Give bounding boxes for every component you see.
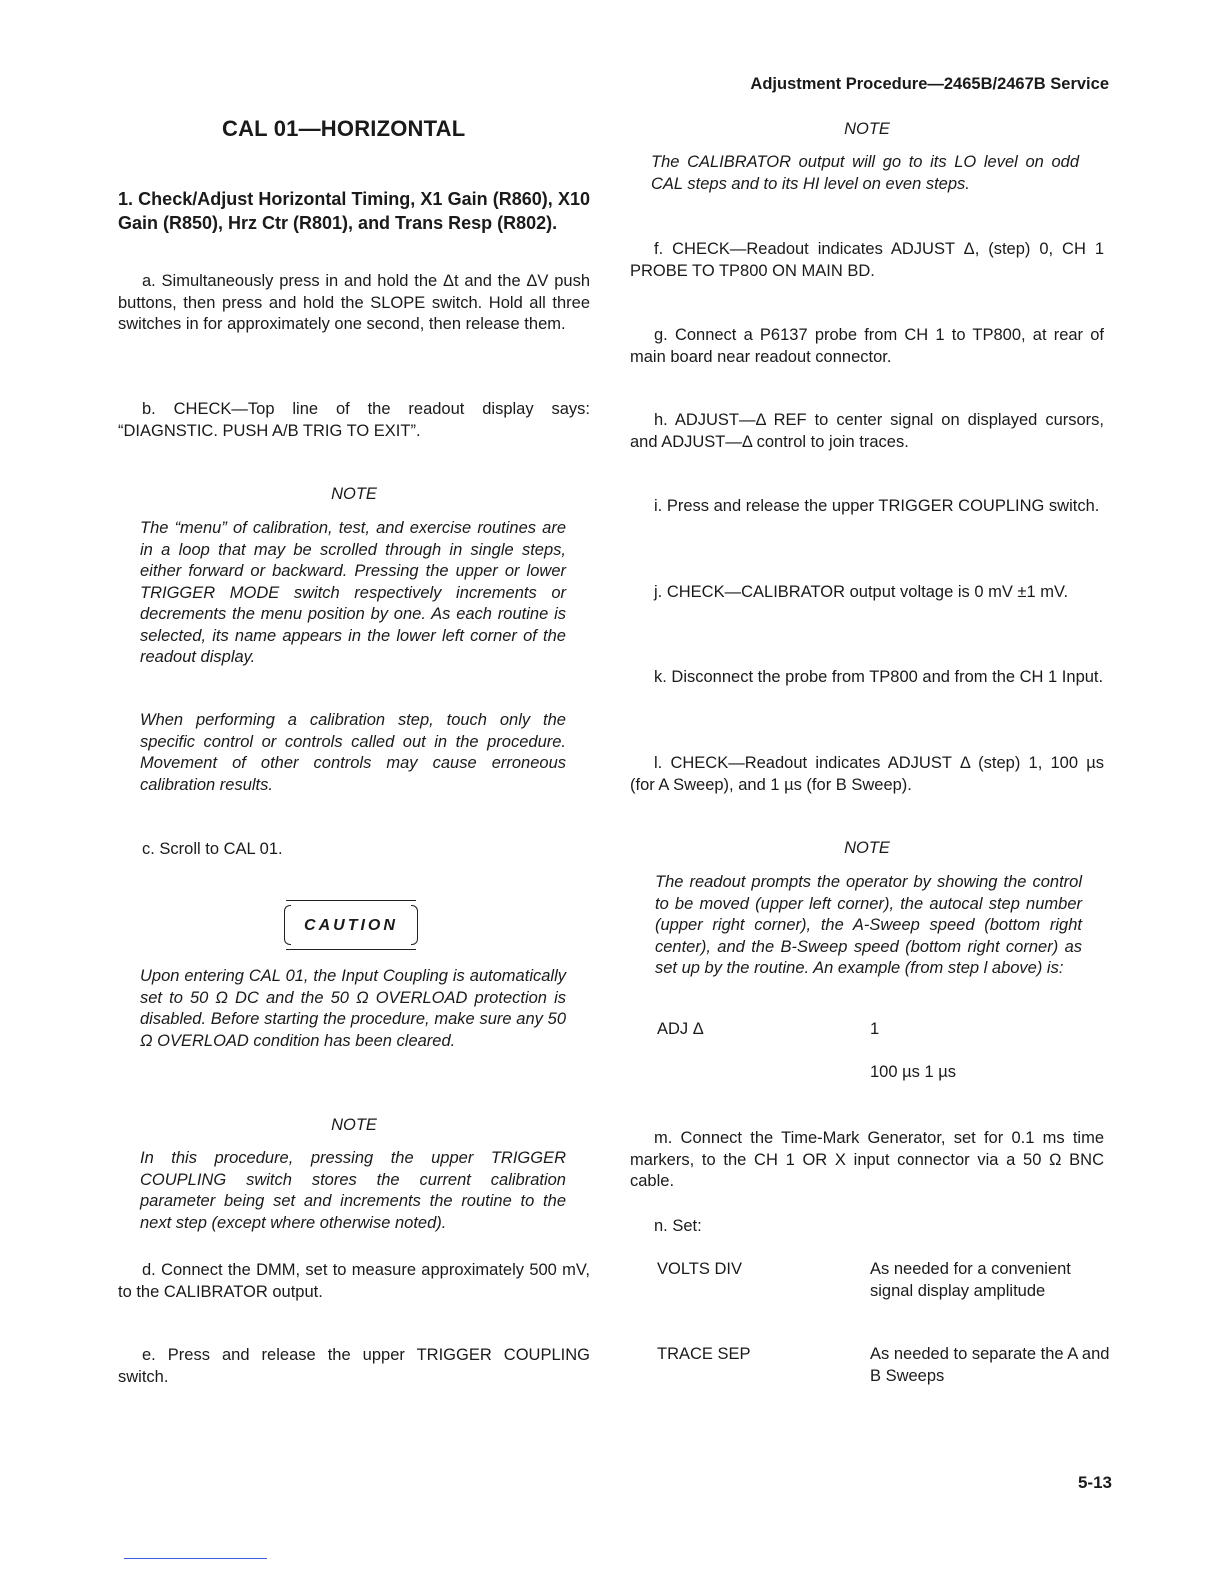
example-readout-speeds: 100 µs 1 µs <box>870 1063 956 1081</box>
step-j: j. CHECK—CALIBRATOR output voltage is 0 mV ±1 mV. <box>654 583 1069 601</box>
section-title: CAL 01—HORIZONTAL <box>222 116 466 141</box>
step-m: m. Connect the Time-Mark Generator, set for 0.1 ms time markers, to the CH 1 OR X input connector via a 50 Ω BNC cable. <box>630 1129 1104 1190</box>
example-readout-left: ADJ Δ <box>657 1020 704 1038</box>
note-1-paragraph-2: When performing a calibration step, touch only the specific control or controls called out in the procedure. Movement of other controls may cause erroneous calibration results. <box>140 711 566 794</box>
note-4-title: NOTE <box>844 839 890 857</box>
page-number: 5-13 <box>1077 1473 1112 1492</box>
step-a: a. Simultaneously press in and hold the Δt and the ΔV push buttons, then press and hold the SLOPE switch. Hold all three switches in for approximately one second, then release them. <box>118 272 590 333</box>
step-l: l. CHECK—Readout indicates ADJUST Δ (step) 1, 100 µs (for A Sweep), and 1 µs (for B Sweep). <box>630 754 1104 794</box>
step-b: b. CHECK—Top line of the readout display says: “DIAGNSTIC. PUSH A/B TRIG TO EXIT”. <box>118 400 590 440</box>
step-g: g. Connect a P6137 probe from CH 1 to TP800, at rear of main board near readout connector. <box>630 326 1104 366</box>
note-2-paragraph: In this procedure, pressing the upper TRIGGER COUPLING switch stores the current calibration parameter being set and increments the routine to the next step (except where otherwise noted). <box>140 1149 566 1232</box>
note-1-paragraph-1: The “menu” of calibration, test, and exercise routines are in a loop that may be scrolled through in single steps, either forward or backward. Pressing the upper or lower TRIGGER MODE switch respectively increments or decrements the menu position by one. As each routine is selected, its name appears in the lower left corner of the readout display. <box>140 519 566 666</box>
note-1-title: NOTE <box>331 485 377 503</box>
step-d: d. Connect the DMM, set to measure approximately 500 mV, to the CALIBRATOR output. <box>118 1261 590 1301</box>
caution-label: CAUTION <box>304 917 398 934</box>
step-f: f. CHECK—Readout indicates ADJUST Δ, (step) 0, CH 1 PROBE TO TP800 ON MAIN BD. <box>630 240 1104 280</box>
step-k: k. Disconnect the probe from TP800 and from the CH 1 Input. <box>654 668 1104 686</box>
note-4-paragraph: The readout prompts the operator by showing the control to be moved (upper left corner), the autocal step number (upper right corner), the A-Sweep speed (bottom right center), and the B-Sweep speed (bottom right corner) as set up by the routine. An example (from step l above) is: <box>655 873 1082 977</box>
note-3-paragraph: The CALIBRATOR output will go to its LO level on odd CAL steps and to its HI level on even steps. <box>651 153 1079 193</box>
step-i: i. Press and release the upper TRIGGER COUPLING switch. <box>654 497 1100 515</box>
caution-text: Upon entering CAL 01, the Input Coupling is automatically set to 50 Ω DC and the 50 Ω OVERLOAD protection is disabled. Before starting the procedure, make sure any 50 Ω OVERLOAD condition has been cleared. <box>140 967 566 1050</box>
setting-value: As needed for a convenient signal display amplitude <box>870 1260 1071 1300</box>
note-3-title: NOTE <box>844 120 890 138</box>
step-h: h. ADJUST—Δ REF to center signal on displayed cursors, and ADJUST—Δ control to join traces. <box>630 411 1104 451</box>
caution-banner <box>286 900 416 950</box>
setting-control: TRACE SEP <box>657 1345 751 1363</box>
example-readout-step: 1 <box>870 1020 880 1038</box>
step-n: n. Set: <box>654 1217 702 1235</box>
footer-divider <box>124 1558 267 1559</box>
step-c: c. Scroll to CAL 01. <box>142 840 283 858</box>
step-e: e. Press and release the upper TRIGGER COUPLING switch. <box>118 1346 590 1386</box>
setting-control: VOLTS DIV <box>657 1260 742 1278</box>
setting-value: As needed to separate the A and B Sweeps <box>870 1345 1110 1385</box>
step-1-heading: 1. Check/Adjust Horizontal Timing, X1 Gain (R860), X10 Gain (R850), Hrz Ctr (R801), and Trans Resp (R802). <box>118 189 590 233</box>
page-header: Adjustment Procedure—2465B/2467B Service <box>750 75 1109 93</box>
note-2-title: NOTE <box>331 1116 377 1134</box>
